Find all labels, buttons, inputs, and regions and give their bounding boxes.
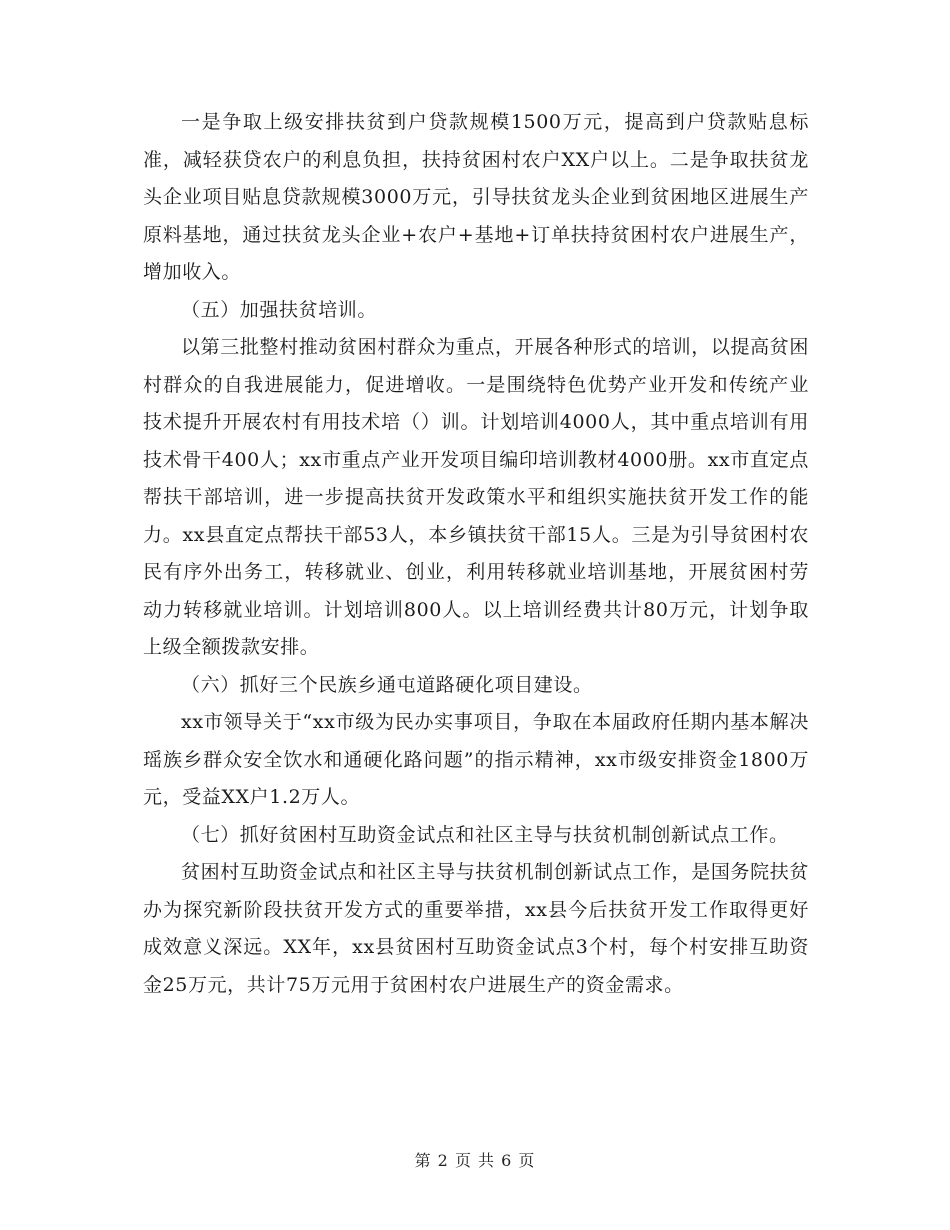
paragraph-mutual-aid: 贫困村互助资金试点和社区主导与扶贫机制创新试点工作，是国务院扶贫办为探究新阶段扶贫开发方式的重要举措，xx县今后扶贫开发工作取得更好成效意义深远。XX年，xx县贫困村互助资金试点3个村，每个村安排互助资金25万元，共计75万元用于贫困村农户进展生产的资金需求。 [143,861,809,996]
section-heading-5: （五）加强扶贫培训。 [181,298,378,321]
section-heading-7: （七）抓好贫困村互助资金试点和社区主导与扶贫机制创新试点工作。 [181,823,789,846]
paragraph-roads: xx市领导关于“xx市级为民办实事项目，争取在本届政府任期内基本解决瑶族乡群众安全饮水和通硬化路问题”的指示精神，xx市级安排资金1800万元，受益XX户1.2万人。 [143,711,809,808]
page-footer: 第 2 页 共 6 页 [414,1151,536,1170]
document-body [143,104,809,1004]
section-heading-6: （六）抓好三个民族乡通屯道路硬化项目建设。 [181,673,593,696]
paragraph-loans: 一是争取上级安排扶贫到户贷款规模1500万元，提高到户贷款贴息标准，减轻获贷农户的利息负担，扶持贫困村农户XX户以上。二是争取扶贫龙头企业项目贴息贷款规模3000万元，引导扶贫龙头企业到贫困地区进展生产原料基地，通过扶贫龙头企业+农户+基地+订单扶持贫困村农户进展生产，增加收入。 [143,111,809,283]
paragraph-training: 以第三批整村推动贫困村群众为重点，开展各种形式的培训，以提高贫困村群众的自我进展能力，促进增收。一是围绕特色优势产业开发和传统产业技术提升开展农村有用技术培（）训。计划培训4000人，其中重点培训有用技术骨干400人；xx市重点产业开发项目编印培训教材4000册。xx市直定点帮扶干部培训，进一步提高扶贫开发政策水平和组织实施扶贫开发工作的能力。xx县直定点帮扶干部53人，本乡镇扶贫干部15人。三是为引导贫困村农民有序外出务工，转移就业、创业，利用转移就业培训基地，开展贫困村劳动力转移就业培训。计划培训800人。以上培训经费共计80万元，计划争取上级全额拨款安排。 [143,336,809,658]
